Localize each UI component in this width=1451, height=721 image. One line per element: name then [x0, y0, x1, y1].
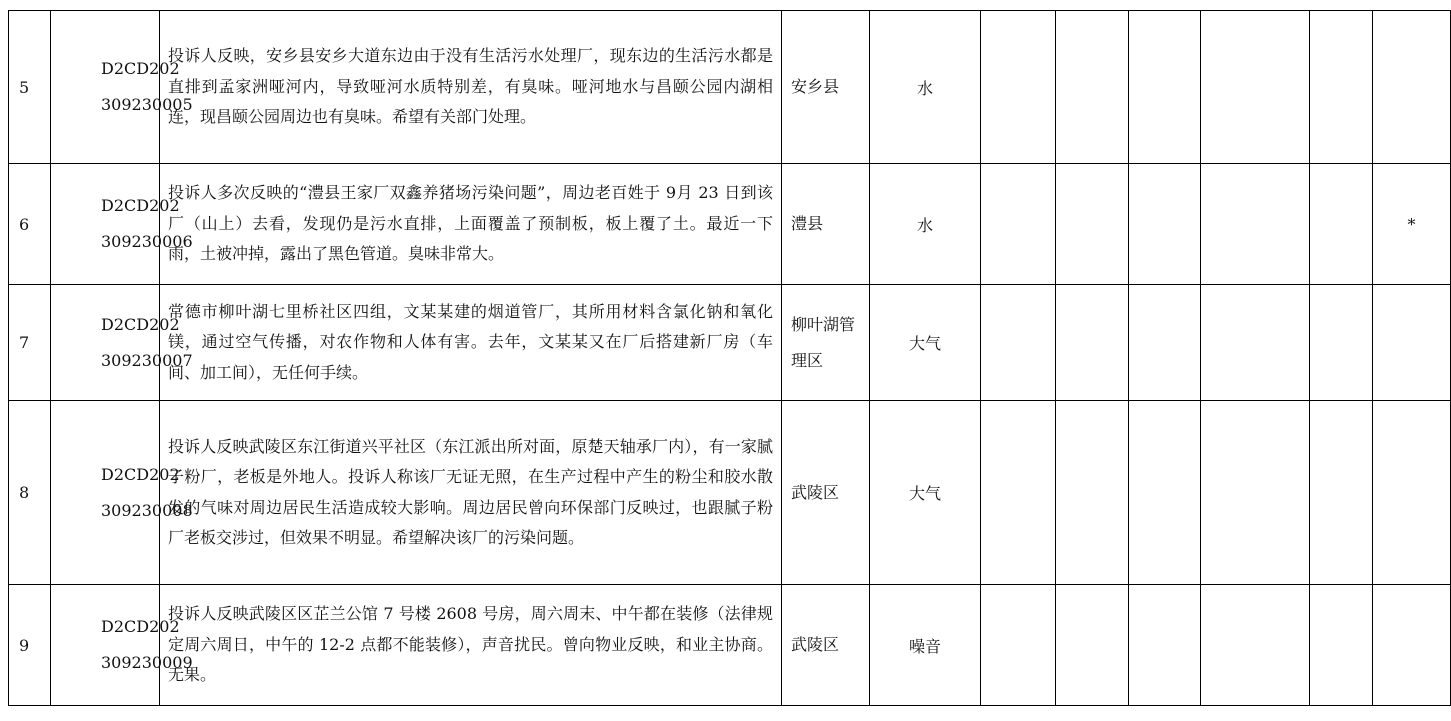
extra-cell	[1129, 164, 1201, 285]
extra-cell	[1310, 401, 1373, 585]
complaint-content: 常德市柳叶湖七里桥社区四组，文某某建的烟道管厂，其所用材料含氯化钠和氧化镁，通过空气传播，对农作物和人体有害。去年，文某某又在厂后搭建新厂房（车间、加工间），无任何手续。	[160, 285, 782, 401]
region: 澧县	[782, 164, 870, 285]
complaint-id: D2CD202 309230007	[51, 285, 160, 401]
extra-cell	[1310, 585, 1373, 706]
extra-cell	[981, 401, 1056, 585]
region: 安乡县	[782, 11, 870, 164]
extra-cell	[1129, 585, 1201, 706]
row-number: 5	[9, 11, 51, 164]
pollution-type: 大气	[870, 285, 981, 401]
complaint-content: 投诉人多次反映的“澧县王家厂双鑫养猪场污染问题”，周边老百姓于 9月 23 日到该厂（山上）去看，发现仍是污水直排，上面覆盖了预制板，板上覆了土。最近一下雨，土被冲掉，露出了黑色管道。臭味非常大。	[160, 164, 782, 285]
complaint-content: 投诉人反映武陵区区芷兰公馆 7 号楼 2608 号房，周六周末、中午都在装修（法律规定周六周日，中午的 12-2 点都不能装修），声音扰民。曾向物业反映，和业主协商。无果。	[160, 585, 782, 706]
extra-cell	[1056, 401, 1129, 585]
pollution-type: 噪音	[870, 585, 981, 706]
table-row	[9, 164, 1451, 285]
extra-cell	[1310, 11, 1373, 164]
region: 武陵区	[782, 401, 870, 585]
complaint-id: D2CD202 309230006	[51, 164, 160, 285]
extra-cell	[1129, 11, 1201, 164]
extra-cell	[1373, 401, 1451, 585]
extra-cell	[1310, 164, 1373, 285]
complaint-content: 投诉人反映，安乡县安乡大道东边由于没有生活污水处理厂，现东边的生活污水都是直排到孟家洲哑河内，导致哑河水质特别差，有臭味。哑河地水与昌颐公园内湖相连，现昌颐公园周边也有臭味。希望有关部门处理。	[160, 11, 782, 164]
extra-cell	[1310, 285, 1373, 401]
extra-cell	[1056, 164, 1129, 285]
extra-cell	[1129, 401, 1201, 585]
extra-cell	[981, 164, 1056, 285]
row-number: 6	[9, 164, 51, 285]
complaint-content: 投诉人反映武陵区东江街道兴平社区（东江派出所对面，原楚天轴承厂内），有一家腻子粉厂，老板是外地人。投诉人称该厂无证无照，在生产过程中产生的粉尘和胶水散发的气味对周边居民生活造成较大影响。周边居民曾向环保部门反映过，也跟腻子粉厂老板交涉过，但效果不明显。希望解决该厂的污染问题。	[160, 401, 782, 585]
extra-cell	[1373, 11, 1451, 164]
region: 柳叶湖管理区	[782, 285, 870, 401]
extra-cell	[981, 585, 1056, 706]
extra-cell	[1201, 11, 1310, 164]
extra-cell	[1373, 585, 1451, 706]
extra-cell	[1201, 401, 1310, 585]
region: 武陵区	[782, 585, 870, 706]
table-row	[9, 585, 1451, 706]
row-number: 7	[9, 285, 51, 401]
row-number: 8	[9, 401, 51, 585]
complaint-id: D2CD202 309230005	[51, 11, 160, 164]
extra-cell	[981, 285, 1056, 401]
extra-cell	[1056, 11, 1129, 164]
complaints-table	[8, 10, 1451, 706]
pollution-type: 水	[870, 11, 981, 164]
asterisk-mark: *	[1373, 164, 1451, 285]
table-row	[9, 11, 1451, 164]
complaint-id: D2CD202 309230009	[51, 585, 160, 706]
extra-cell	[1056, 585, 1129, 706]
extra-cell	[1373, 285, 1451, 401]
table-row	[9, 285, 1451, 401]
complaint-id: D2CD202 309230008	[51, 401, 160, 585]
extra-cell	[1201, 585, 1310, 706]
table-row	[9, 401, 1451, 585]
extra-cell	[1056, 285, 1129, 401]
pollution-type: 水	[870, 164, 981, 285]
row-number: 9	[9, 585, 51, 706]
extra-cell	[1201, 164, 1310, 285]
extra-cell	[981, 11, 1056, 164]
extra-cell	[1201, 285, 1310, 401]
extra-cell	[1129, 285, 1201, 401]
pollution-type: 大气	[870, 401, 981, 585]
